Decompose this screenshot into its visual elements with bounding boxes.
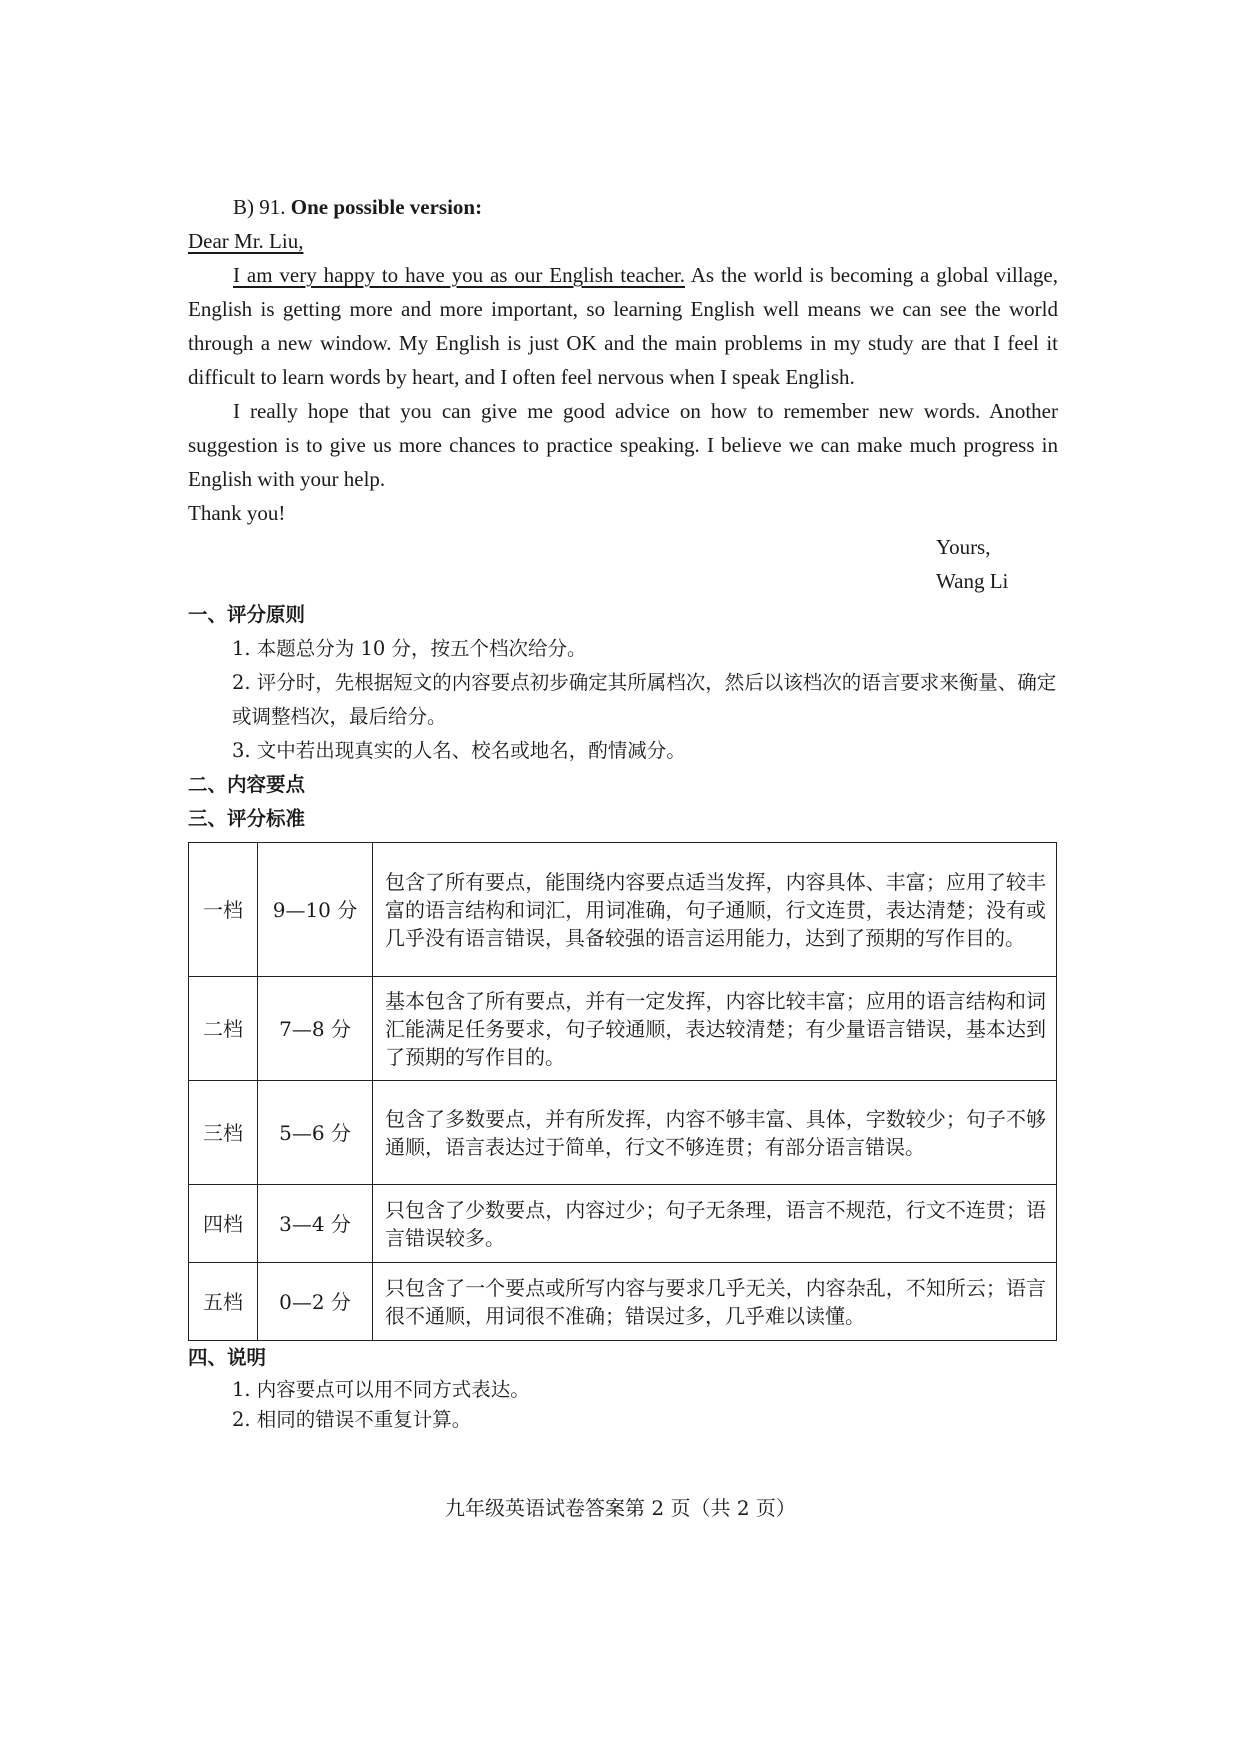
principle-item: 2. 评分时，先根据短文的内容要点初步确定其所属档次，然后以该档次的语言要求来衡量、确定或调整档次，最后给分。 (232, 671, 1057, 728)
page-footer: 九年级英语试卷答案第 2 页（共 2 页） (445, 1496, 796, 1520)
score-cell: 0—2 分 (258, 1263, 373, 1341)
score-cell: 7—8 分 (258, 977, 373, 1081)
score-cell: 5—6 分 (258, 1081, 373, 1185)
note-item: 2. 相同的错误不重复计算。 (232, 1408, 472, 1431)
table-row (189, 977, 1057, 1081)
essay-label-bold: One possible version: (290, 195, 483, 219)
section-heading-principles: 一、评分原则 (188, 603, 306, 626)
greeting-text: Dear Mr. Liu, (188, 229, 304, 253)
table-row (189, 843, 1057, 977)
paragraph-1-rest: As the world is becoming a global village, English is getting more and more important, so learning English well means we can see the world through a new window. My English is just OK and the main problems in my study are that I feel it difficult to learn words by heart, and I often feel nervous when I speak English. (188, 263, 1058, 389)
description-cell: 只包含了一个要点或所写内容与要求几乎无关，内容杂乱，不知所云；语言很不通顺，用词很不准确；错误过多，几乎难以读懂。 (373, 1263, 1057, 1341)
score-cell: 9—10 分 (258, 843, 373, 977)
scoring-table (188, 842, 1057, 1341)
table-row (189, 1263, 1057, 1341)
essay-paragraph-2 (188, 394, 1058, 496)
principle-item: 3. 文中若出现真实的人名、校名或地名，酌情减分。 (232, 739, 686, 762)
level-cell: 五档 (189, 1263, 258, 1341)
answer-page (188, 190, 1058, 1435)
topic-sentence: I am very happy to have you as our English teacher. (233, 263, 686, 287)
section-heading-criteria: 三、评分标准 (188, 807, 306, 830)
essay-thanks: Thank you! (188, 501, 286, 525)
table-row (189, 1185, 1057, 1263)
principle-item: 1. 本题总分为 10 分，按五个档次给分。 (232, 637, 587, 660)
essay-paragraph-1 (188, 258, 1058, 394)
description-cell: 包含了所有要点，能围绕内容要点适当发挥，内容具体、丰富；应用了较丰富的语言结构和词汇，用词准确，句子通顺，行文连贯，表达清楚；没有或几乎没有语言错误，具备较强的语言运用能力，达到了预期的写作目的。 (373, 843, 1057, 977)
description-cell: 包含了多数要点，并有所发挥，内容不够丰富、具体，字数较少；句子不够通顺，语言表达过于简单，行文不够连贯；有部分语言错误。 (373, 1081, 1057, 1185)
section-heading-content-points: 二、内容要点 (188, 773, 306, 796)
essay-label-prefix: B) 91. (233, 195, 286, 219)
table-row (189, 1081, 1057, 1185)
paragraph-2-text: I really hope that you can give me good advice on how to remember new words. Another suggestion is to give us more chances to practice speaking. I believe we can make much progress in English with your help. (188, 399, 1058, 491)
essay-signature: Wang Li (936, 569, 1009, 593)
description-cell: 基本包含了所有要点，并有一定发挥，内容比较丰富；应用的语言结构和词汇能满足任务要求，句子较通顺，表达较清楚；有少量语言错误，基本达到了预期的写作目的。 (373, 977, 1057, 1081)
level-cell: 一档 (189, 843, 258, 977)
essay-greeting (188, 224, 1058, 258)
description-cell: 只包含了少数要点，内容过少；句子无条理，语言不规范，行文不连贯；语言错误较多。 (373, 1185, 1057, 1263)
level-cell: 二档 (189, 977, 258, 1081)
level-cell: 四档 (189, 1185, 258, 1263)
note-item: 1. 内容要点可以用不同方式表达。 (232, 1378, 530, 1401)
score-cell: 3—4 分 (258, 1185, 373, 1263)
level-cell: 三档 (189, 1081, 258, 1185)
section-heading-notes: 四、说明 (188, 1346, 267, 1369)
essay-label (188, 190, 1058, 224)
essay-closing: Yours, (936, 535, 991, 559)
